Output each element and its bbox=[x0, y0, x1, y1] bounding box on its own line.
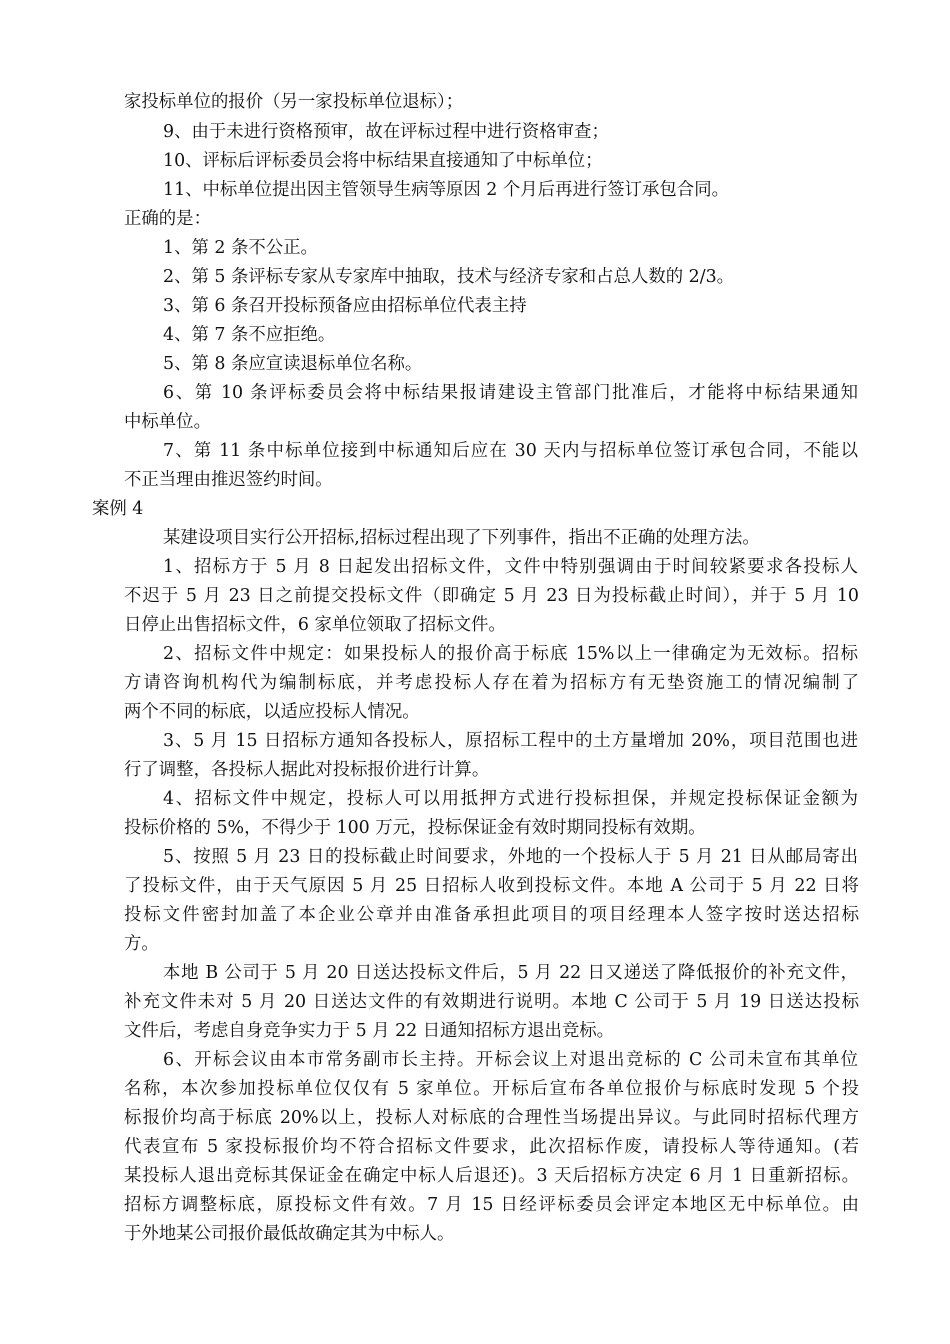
text-line: 2、招标文件中规定：如果投标人的报价高于标底 15%以上一律确定为无效标。招标 bbox=[163, 644, 858, 664]
text-line: 1、第 2 条不公正。 bbox=[163, 238, 318, 258]
text-line: 文件后，考虑自身竞争实力于 5 月 22 日通知招标方退出竞标。 bbox=[124, 1021, 615, 1041]
text-line: 某建设项目实行公开招标,招标过程出现了下列事件，指出不正确的处理方法。 bbox=[163, 528, 760, 548]
text-line: 某投标人退出竞标其保证金在确定中标人后退还)。3 天后招标方决定 6 月 1 日重新招标。 bbox=[124, 1166, 859, 1186]
text-line: 正确的是： bbox=[124, 209, 211, 229]
text-line: 9、由于未进行资格预审，故在评标过程中进行资格审查； bbox=[163, 122, 609, 142]
case-heading: 案例 4 bbox=[92, 499, 144, 519]
text-line: 投标价格的 5%，不得少于 100 万元，投标保证金有效时期同投标有效期。 bbox=[124, 818, 706, 838]
text-line: 方。 bbox=[124, 934, 159, 954]
text-line: 招标方调整标底，原投标文件有效。7 月 15 日经评标委员会评定本地区无中标单位。由 bbox=[124, 1195, 859, 1215]
text-line: 方请咨询机构代为编制标底，并考虑投标人存在着为招标方有无垫资施工的情况编制了 bbox=[124, 673, 859, 693]
text-line: 10、评标后评标委员会将中标结果直接通知了中标单位； bbox=[163, 151, 603, 171]
text-line: 4、招标文件中规定，投标人可以用抵押方式进行投标担保，并规定投标保证金额为 bbox=[163, 789, 858, 809]
text-line: 不迟于 5 月 23 日之前提交投标文件（即确定 5 月 23 日为投标截止时间），并于 5 月 10 bbox=[124, 586, 859, 606]
text-line: 5、第 8 条应宣读退标单位名称。 bbox=[163, 354, 423, 374]
text-line: 11、中标单位提出因主管领导生病等原因 2 个月后再进行签订承包合同。 bbox=[163, 180, 729, 200]
text-line: 家投标单位的报价（另一家投标单位退标）； bbox=[124, 92, 464, 112]
text-line: 本地 B 公司于 5 月 20 日送达投标文件后，5 月 22 日又递送了降低报价的补充文件， bbox=[163, 963, 858, 983]
text-line: 于外地某公司报价最低故确定其为中标人。 bbox=[124, 1224, 455, 1244]
text-line: 不正当理由推迟签约时间。 bbox=[124, 470, 333, 490]
text-line: 代表宣布 5 家投标报价均不符合招标文件要求，此次招标作废，请投标人等待通知。(若 bbox=[124, 1137, 859, 1157]
text-line: 两个不同的标底，以适应投标人情况。 bbox=[124, 702, 420, 722]
text-line: 3、第 6 条召开投标预备应由招标单位代表主持 bbox=[163, 296, 527, 316]
text-line: 投标文件密封加盖了本企业公章并由准备承担此项目的项目经理本人签字按时送达招标 bbox=[124, 905, 859, 925]
text-line: 2、第 5 条评标专家从专家库中抽取，技术与经济专家和占总人数的 2/3。 bbox=[163, 267, 735, 287]
text-line: 1、招标方于 5 月 8 日起发出招标文件，文件中特别强调由于时间较紧要求各投标人 bbox=[163, 557, 858, 577]
text-line: 3、5 月 15 日招标方通知各投标人，原招标工程中的土方量增加 20%，项目范围也进 bbox=[163, 731, 858, 751]
text-line: 日停止出售招标文件，6 家单位领取了招标文件。 bbox=[124, 615, 506, 635]
text-line: 7、第 11 条中标单位接到中标通知后应在 30 天内与招标单位签订承包合同，不能以 bbox=[163, 441, 858, 461]
text-line: 了投标文件，由于天气原因 5 月 25 日招标人收到投标文件。本地 A 公司于 5 月 22 日将 bbox=[124, 876, 859, 896]
text-line: 中标单位。 bbox=[124, 412, 211, 432]
text-line: 行了调整，各投标人据此对投标报价进行计算。 bbox=[124, 760, 490, 780]
text-line: 6、第 10 条评标委员会将中标结果报请建设主管部门批准后，才能将中标结果通知 bbox=[163, 383, 858, 403]
text-line: 补充文件未对 5 月 20 日送达文件的有效期进行说明。本地 C 公司于 5 月 19 日送达投标 bbox=[124, 992, 859, 1012]
text-line: 5、按照 5 月 23 日的投标截止时间要求，外地的一个投标人于 5 月 21 日从邮局寄出 bbox=[163, 847, 858, 867]
text-line: 4、第 7 条不应拒绝。 bbox=[163, 325, 336, 345]
text-line: 名称，本次参加投标单位仅仅有 5 家单位。开标后宣布各单位报价与标底时发现 5 个投 bbox=[124, 1079, 859, 1099]
text-line: 标报价均高于标底 20%以上，投标人对标底的合理性当场提出异议。与此同时招标代理方 bbox=[124, 1108, 859, 1128]
text-line: 6、开标会议由本市常务副市长主持。开标会议上对退出竞标的 C 公司未宣布其单位 bbox=[163, 1050, 858, 1070]
